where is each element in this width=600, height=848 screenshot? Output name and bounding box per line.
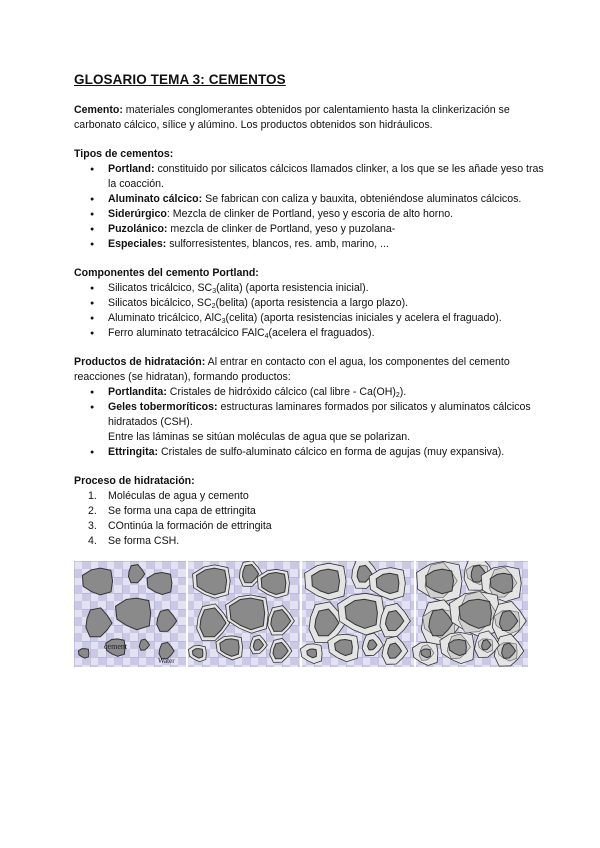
item-term: Portlandita: — [108, 386, 167, 398]
step-text: Moléculas de agua y cemento — [108, 490, 249, 502]
list-item — [74, 192, 544, 207]
list-item — [74, 400, 544, 445]
list-item — [74, 281, 544, 296]
item-text: estructuras laminares formados por silicatos y aluminatos cálcicos hidratados (CSH). — [108, 401, 531, 428]
tipos-list — [74, 162, 544, 252]
item-text: Ferro aluminato tetracálcico FAlC — [108, 327, 265, 339]
item-text: Cristales de sulfo-aluminato cálcico en forma de agujas (muy expansiva). — [158, 446, 505, 458]
hydration-illustration — [74, 561, 530, 667]
section-tipos — [74, 147, 544, 252]
item-text: ). — [399, 386, 407, 398]
item-term: Puzolánico: — [108, 223, 168, 235]
intro-paragraph — [74, 103, 544, 133]
item-term: Geles tobermoríticos: — [108, 401, 218, 413]
list-item — [74, 222, 544, 237]
item-text: Se fabrican con caliza y bauxita, obteniéndose aluminatos cálcicos. — [202, 193, 522, 205]
list-item — [74, 237, 544, 252]
productos-term: Productos de hidratación: — [74, 356, 206, 368]
item-term: Ettringita: — [108, 446, 159, 458]
list-item — [74, 445, 544, 460]
list-item — [74, 519, 544, 534]
productos-paragraph — [74, 355, 544, 385]
section-componentes — [74, 266, 544, 341]
hydration-panels — [74, 561, 528, 667]
item-text: sulforresistentes, blancos, res. amb, marino, ... — [166, 238, 389, 250]
item-subscript: 2 — [395, 392, 400, 399]
item-text: (acelera el fraguados). — [268, 327, 375, 339]
item-text: mezcla de clinker de Portland, yeso y puzolana- — [167, 223, 396, 235]
list-item — [74, 489, 544, 504]
list-item — [74, 504, 544, 519]
section-productos — [74, 355, 544, 460]
list-item — [74, 296, 544, 311]
item-term: Portland: — [108, 163, 155, 175]
item-term: Siderúrgico — [108, 208, 167, 220]
step-number: 3. — [88, 520, 97, 532]
item-text: Cristales de hidróxido cálcico (cal libre - Ca(OH) — [166, 386, 396, 398]
item-subscript: 4 — [264, 333, 269, 340]
label-cement: cement — [104, 642, 128, 651]
list-item — [74, 534, 544, 549]
list-item — [74, 311, 544, 326]
item-term: Especiales: — [108, 238, 167, 250]
item-subscript: 3 — [221, 318, 226, 325]
productos-text: Al entrar en contacto con el agua, los componentes del cemento reacciones (se hidratan), formando productos: — [74, 356, 510, 383]
item-extra-text: Entre las láminas se sitúan moléculas de agua que se polarizan. — [108, 431, 411, 443]
item-text: Silicatos tricálcico, SC — [108, 282, 213, 294]
intro-term: Cemento: — [74, 104, 123, 116]
proceso-list — [74, 489, 544, 549]
item-text: (celita) (aporta resistencias iniciales y acelera el fraguado). — [225, 312, 502, 324]
item-text: Silicatos bicálcico, SC — [108, 297, 212, 309]
item-text: (alita) (aporta resistencia inicial). — [216, 282, 369, 294]
section-proceso-title: Proceso de hidratación: — [74, 475, 195, 487]
list-item — [74, 162, 544, 192]
step-text: Se forma una capa de ettringita — [108, 505, 256, 517]
item-subscript: 2 — [211, 303, 216, 310]
hydration-process-figure — [74, 561, 530, 667]
item-term: Aluminato cálcico: — [108, 193, 203, 205]
intro-text: materiales conglomerantes obtenidos por calentamiento hasta la clinkerización se carbonato cálcico, sílice y alúmino. Los productos obtenidos son hidráulicos. — [74, 104, 510, 131]
item-text: (belita) (aporta resistencia a largo plazo). — [215, 297, 409, 309]
step-number: 1. — [88, 490, 97, 502]
step-number: 2. — [88, 505, 97, 517]
list-item — [74, 326, 544, 341]
list-item — [74, 385, 544, 400]
item-subscript: 3 — [212, 288, 217, 295]
productos-list — [74, 385, 544, 460]
componentes-list — [74, 281, 544, 341]
step-text: Se forma CSH. — [108, 535, 180, 547]
list-item — [74, 207, 544, 222]
item-text: Aluminato tricálcico, AlC — [108, 312, 222, 324]
section-componentes-title: Componentes del cemento Portland: — [74, 267, 259, 279]
step-number: 4. — [88, 535, 97, 547]
label-water: Water — [158, 657, 175, 665]
section-proceso — [74, 474, 544, 549]
page-title: GLOSARIO TEMA 3: CEMENTOS — [74, 72, 286, 87]
item-text: : Mezcla de clinker de Portland, yeso y escoria de alto horno. — [166, 208, 454, 220]
step-text: COntinúa la formación de ettringita — [108, 520, 272, 532]
document-content — [74, 72, 544, 549]
item-text: constituido por silicatos cálcicos llamados clinker, a los que se les añade yeso tras la coacción. — [108, 163, 544, 190]
section-tipos-title: Tipos de cementos: — [74, 148, 174, 160]
